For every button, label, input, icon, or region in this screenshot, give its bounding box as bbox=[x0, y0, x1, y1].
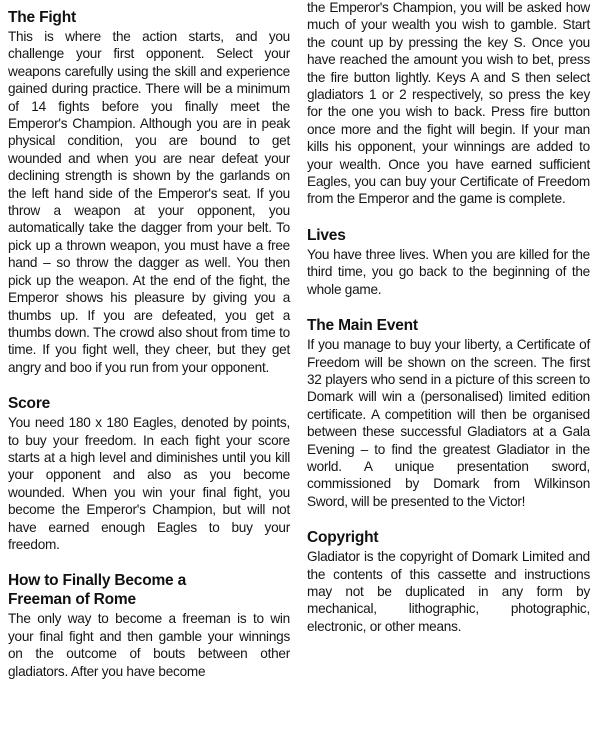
section-lives bbox=[307, 226, 590, 298]
section-spacer bbox=[307, 208, 590, 226]
section-spacer bbox=[307, 298, 590, 316]
copyright-body: Gladiator is the copyright of Domark Limited and the contents of this cassette and instructions may not be duplicated in any form by mechanical, lithographic, photographic, electronic, or other means. bbox=[307, 549, 590, 634]
lives-heading: Lives bbox=[307, 226, 346, 244]
main-event-heading: The Main Event bbox=[307, 317, 418, 335]
section-spacer bbox=[8, 376, 290, 394]
section-spacer bbox=[307, 510, 590, 528]
the-fight-body: This is where the action starts, and you challenge your first opponent. Select your weapons carefully using the skill and experience gained during practice. There will be a minimum of 14 fights before you finally meet the Emperor's Champion. Although you are in peak physical condition, you are bound to get wounded and when you are near defeat your declining strength is shown by the garlands on the left hand side of the Emperor's seat. If you throw a weapon at your opponent, you automatically take the dagger from your belt. To pick up a thrown weapon, you must have a free hand – so throw the dagger as well. You then pick up the weapon. At the end of the fight, the Emperor shows his pleasure by giving you a thumbs up. If you are defeated, you get a thumbs down. The crowd also shout from time to time. If you fight well, they cheer, but they get angry and boo if you run from your opponent. bbox=[8, 29, 290, 375]
section-the-fight bbox=[8, 0, 290, 376]
the-fight-heading: The Fight bbox=[8, 9, 76, 26]
lives-body: You have three lives. When you are killed for the third time, you go back to the beginning of the whole game. bbox=[307, 246, 590, 297]
section-spacer bbox=[8, 553, 290, 571]
section-main-event bbox=[307, 316, 590, 510]
left-column bbox=[8, 0, 290, 680]
freeman-heading bbox=[8, 571, 290, 609]
freeman-body-continued: the Emperor's Champion, you will be asked how much of your wealth you wish to gamble. Start the count up by pressing the key S. Once you have reached the amount you wish to bet, press the fire button lightly. Keys A and S then select gladiators 1 or 2 respectively, so press the key for the one you wish to back. Press fire button once more and the fight will begin. If your man kills his opponent, your winnings are added to your wealth. Once you have earned sufficient Eagles, you can buy your Certificate of Freedom from the Emperor and the game is complete. bbox=[307, 0, 590, 207]
section-score bbox=[8, 394, 290, 553]
freeman-body: The only way to become a freeman is to win your final fight and then gamble your winnings on the outcome of bouts between other gladiators. After you have become bbox=[8, 611, 290, 679]
freeman-heading-line2: Freeman of Rome bbox=[8, 591, 136, 609]
freeman-heading-line1: How to Finally Become a bbox=[8, 572, 186, 590]
main-event-body: If you manage to buy your liberty, a Certificate of Freedom will be shown on the screen. The first 32 players who send in a picture of this screen to Domark will win a (personalised) limited edition certificate. A competition will then be organised between these successful Gladiators at a Gala Evening – to find the greatest Gladiator in the world. A unique presentation sword, commissioned by Domark from Wilkinson Sword, will be presented to the Victor! bbox=[307, 337, 590, 509]
section-copyright bbox=[307, 528, 590, 635]
section-freeman-continued bbox=[307, 0, 590, 208]
score-heading: Score bbox=[8, 395, 51, 413]
score-body: You need 180 x 180 Eagles, denoted by points, to buy your freedom. In each fight your score starts at a high level and diminishes until you kill your opponent and also as you become wounded. When you win your final fight, you become the Emperor's Champion, but will not have earned enough Eagles to buy your freedom. bbox=[8, 415, 290, 552]
right-column bbox=[307, 0, 590, 635]
copyright-heading: Copyright bbox=[307, 529, 379, 547]
section-freeman-of-rome bbox=[8, 571, 290, 680]
